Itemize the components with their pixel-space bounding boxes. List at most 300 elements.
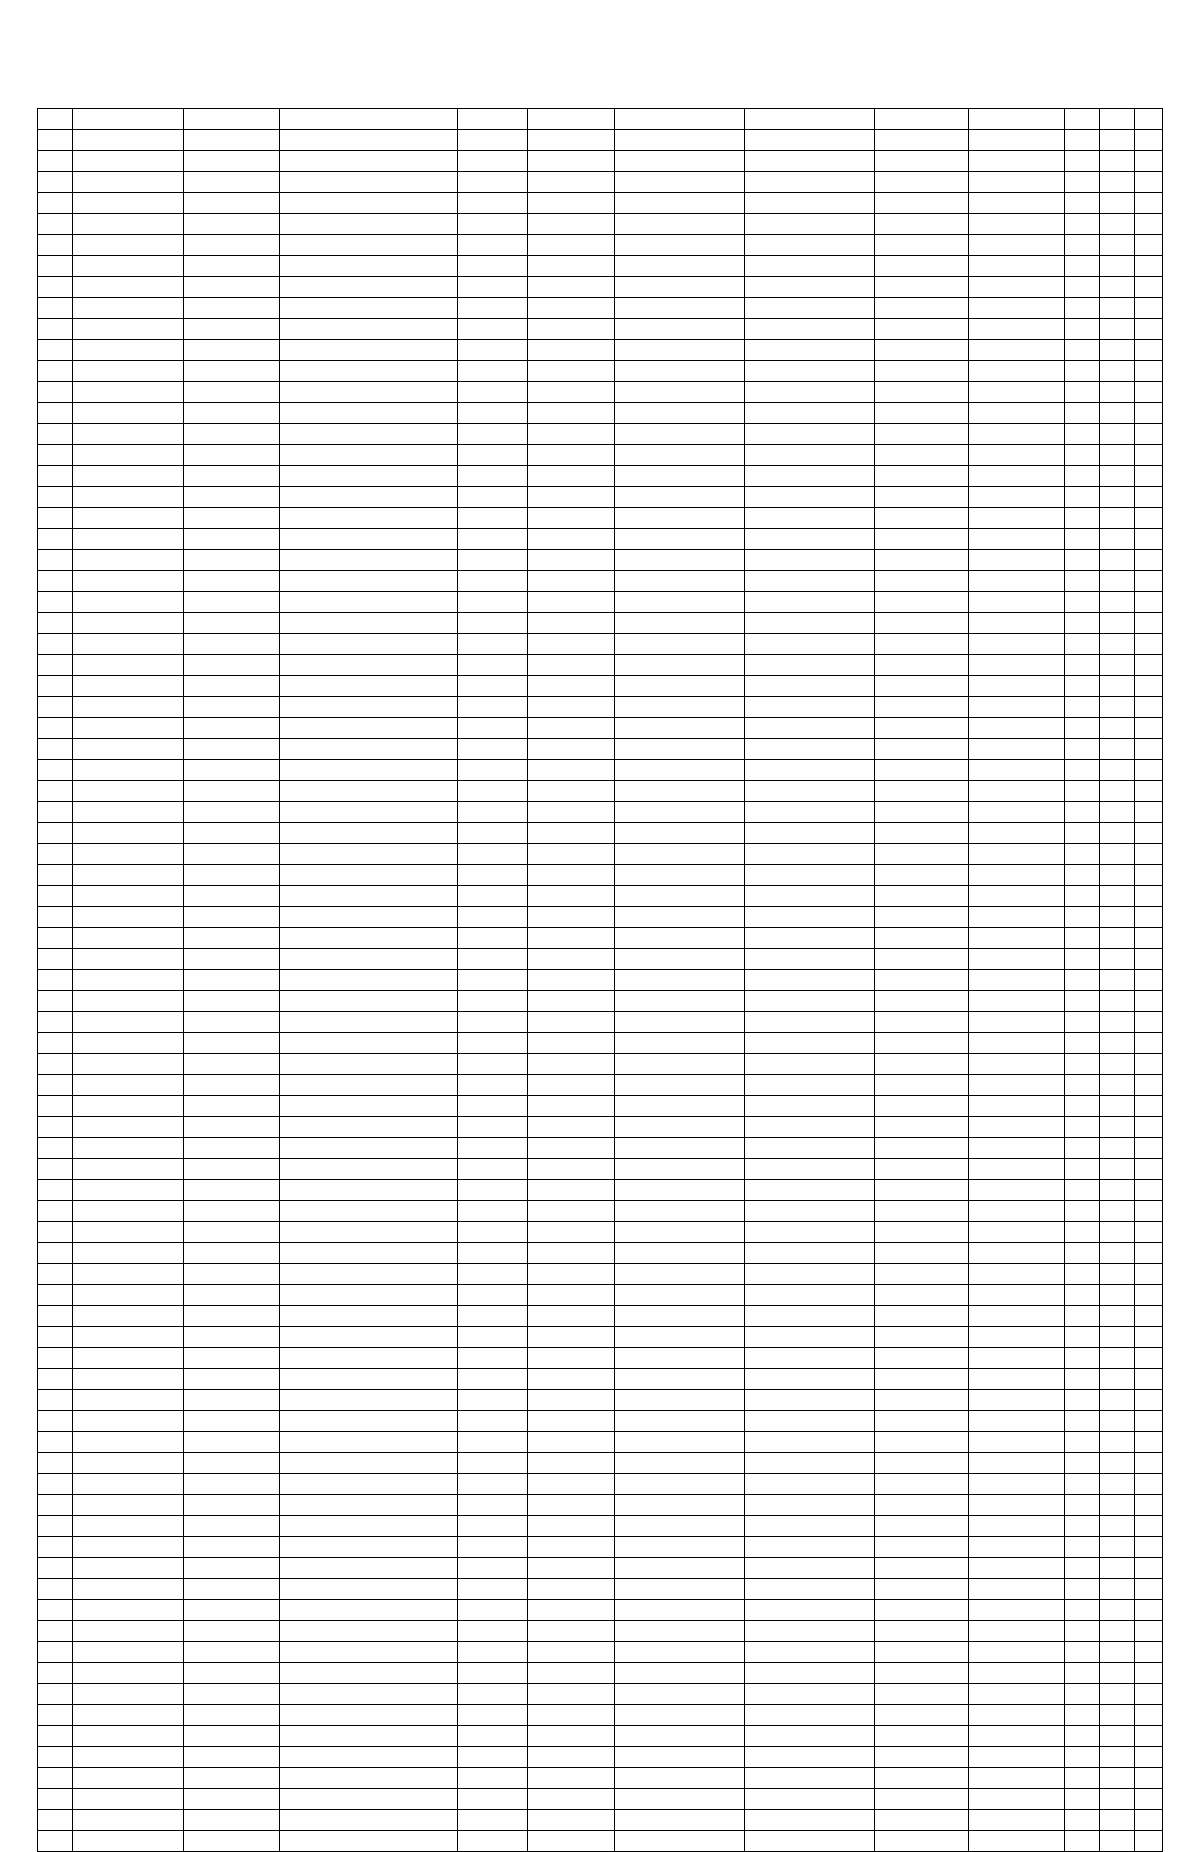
table-cell bbox=[615, 382, 745, 403]
table-cell bbox=[458, 781, 528, 802]
table-cell bbox=[1100, 1096, 1135, 1117]
table-cell bbox=[280, 1579, 458, 1600]
table-cell bbox=[38, 1159, 73, 1180]
table-cell bbox=[73, 970, 184, 991]
table-cell bbox=[615, 634, 745, 655]
table-cell bbox=[528, 109, 615, 130]
table-cell bbox=[615, 970, 745, 991]
table-cell bbox=[73, 235, 184, 256]
table-cell bbox=[875, 1264, 969, 1285]
table-cell bbox=[745, 403, 875, 424]
table-cell bbox=[615, 1432, 745, 1453]
table-cell bbox=[184, 613, 280, 634]
table-cell bbox=[745, 613, 875, 634]
table-cell bbox=[73, 1180, 184, 1201]
table-cell bbox=[73, 1033, 184, 1054]
table-cell bbox=[1100, 382, 1135, 403]
table-cell bbox=[184, 487, 280, 508]
table-cell bbox=[38, 361, 73, 382]
table-cell bbox=[615, 1516, 745, 1537]
table-cell bbox=[1065, 193, 1100, 214]
table-cell bbox=[875, 1600, 969, 1621]
table-cell bbox=[1065, 466, 1100, 487]
table-cell bbox=[528, 1390, 615, 1411]
table-cell bbox=[280, 1432, 458, 1453]
table-cell bbox=[745, 1579, 875, 1600]
table-cell bbox=[1065, 1621, 1100, 1642]
table-row bbox=[38, 1075, 1163, 1096]
table-row bbox=[38, 172, 1163, 193]
table-cell bbox=[528, 886, 615, 907]
table-cell bbox=[38, 1495, 73, 1516]
table-cell bbox=[875, 1663, 969, 1684]
table-cell bbox=[1135, 634, 1163, 655]
table-cell bbox=[458, 319, 528, 340]
table-cell bbox=[969, 193, 1065, 214]
table-cell bbox=[745, 1180, 875, 1201]
table-row bbox=[38, 1138, 1163, 1159]
table-cell bbox=[280, 1705, 458, 1726]
table-cell bbox=[38, 970, 73, 991]
table-cell bbox=[280, 1096, 458, 1117]
table-cell bbox=[280, 592, 458, 613]
table-cell bbox=[875, 529, 969, 550]
table-cell bbox=[184, 1810, 280, 1831]
table-cell bbox=[745, 1033, 875, 1054]
table-cell bbox=[528, 613, 615, 634]
table-cell bbox=[615, 298, 745, 319]
table-cell bbox=[528, 1033, 615, 1054]
table-cell bbox=[184, 1768, 280, 1789]
table-cell bbox=[38, 1348, 73, 1369]
table-cell bbox=[875, 340, 969, 361]
table-cell bbox=[1135, 613, 1163, 634]
table-cell bbox=[615, 340, 745, 361]
table-cell bbox=[615, 991, 745, 1012]
table-cell bbox=[38, 1432, 73, 1453]
table-row bbox=[38, 634, 1163, 655]
table-row bbox=[38, 424, 1163, 445]
table-cell bbox=[458, 1453, 528, 1474]
table-cell bbox=[1100, 1264, 1135, 1285]
table-cell bbox=[184, 1453, 280, 1474]
table-cell bbox=[969, 865, 1065, 886]
table-cell bbox=[969, 214, 1065, 235]
table-cell bbox=[875, 235, 969, 256]
table-cell bbox=[1065, 865, 1100, 886]
table-cell bbox=[745, 1327, 875, 1348]
table-cell bbox=[1135, 592, 1163, 613]
table-cell bbox=[528, 319, 615, 340]
table-cell bbox=[528, 781, 615, 802]
table-cell bbox=[280, 1075, 458, 1096]
table-cell bbox=[280, 1495, 458, 1516]
table-row bbox=[38, 1264, 1163, 1285]
table-row bbox=[38, 466, 1163, 487]
table-cell bbox=[615, 1474, 745, 1495]
table-cell bbox=[1100, 1453, 1135, 1474]
table-cell bbox=[1100, 1495, 1135, 1516]
table-cell bbox=[1065, 697, 1100, 718]
table-cell bbox=[38, 319, 73, 340]
table-cell bbox=[1135, 466, 1163, 487]
table-cell bbox=[528, 1348, 615, 1369]
table-cell bbox=[969, 634, 1065, 655]
table-cell bbox=[969, 802, 1065, 823]
table-cell bbox=[745, 949, 875, 970]
table-cell bbox=[528, 1159, 615, 1180]
table-cell bbox=[280, 1264, 458, 1285]
table-cell bbox=[1135, 508, 1163, 529]
table-cell bbox=[280, 1768, 458, 1789]
table-cell bbox=[73, 172, 184, 193]
table-cell bbox=[458, 613, 528, 634]
table-cell bbox=[184, 1033, 280, 1054]
table-cell bbox=[969, 655, 1065, 676]
table-cell bbox=[875, 928, 969, 949]
register-table bbox=[37, 108, 1163, 1852]
table-cell bbox=[73, 1663, 184, 1684]
table-cell bbox=[280, 676, 458, 697]
table-cell bbox=[875, 613, 969, 634]
table-cell bbox=[1065, 1600, 1100, 1621]
table-cell bbox=[73, 697, 184, 718]
table-row bbox=[38, 235, 1163, 256]
table-cell bbox=[1100, 907, 1135, 928]
table-cell bbox=[1100, 466, 1135, 487]
table-cell bbox=[458, 907, 528, 928]
table-cell bbox=[458, 1537, 528, 1558]
table-cell bbox=[458, 970, 528, 991]
table-cell bbox=[528, 634, 615, 655]
table-cell bbox=[73, 1390, 184, 1411]
table-cell bbox=[969, 928, 1065, 949]
table-cell bbox=[969, 1516, 1065, 1537]
table-cell bbox=[745, 970, 875, 991]
table-cell bbox=[969, 1201, 1065, 1222]
table-cell bbox=[1065, 613, 1100, 634]
table-cell bbox=[38, 466, 73, 487]
table-cell bbox=[38, 487, 73, 508]
table-cell bbox=[184, 718, 280, 739]
table-cell bbox=[73, 382, 184, 403]
table-cell bbox=[1100, 592, 1135, 613]
table-cell bbox=[1100, 928, 1135, 949]
table-cell bbox=[458, 1054, 528, 1075]
table-cell bbox=[1065, 949, 1100, 970]
table-cell bbox=[875, 1810, 969, 1831]
table-cell bbox=[1135, 340, 1163, 361]
table-cell bbox=[875, 1180, 969, 1201]
table-cell bbox=[38, 1390, 73, 1411]
table-cell bbox=[1135, 235, 1163, 256]
table-cell bbox=[875, 1621, 969, 1642]
table-cell bbox=[615, 445, 745, 466]
table-cell bbox=[1100, 130, 1135, 151]
table-cell bbox=[280, 151, 458, 172]
table-cell bbox=[38, 340, 73, 361]
table-cell bbox=[184, 1348, 280, 1369]
table-cell bbox=[1100, 1747, 1135, 1768]
table-cell bbox=[615, 1264, 745, 1285]
table-cell bbox=[875, 508, 969, 529]
table-cell bbox=[458, 1264, 528, 1285]
table-cell bbox=[184, 382, 280, 403]
table-cell bbox=[1065, 1243, 1100, 1264]
table-cell bbox=[745, 382, 875, 403]
table-cell bbox=[73, 1411, 184, 1432]
table-cell bbox=[528, 214, 615, 235]
table-cell bbox=[969, 319, 1065, 340]
table-cell bbox=[1135, 1726, 1163, 1747]
table-cell bbox=[458, 928, 528, 949]
table-cell bbox=[1100, 1663, 1135, 1684]
table-cell bbox=[745, 760, 875, 781]
table-row bbox=[38, 445, 1163, 466]
table-cell bbox=[528, 697, 615, 718]
table-cell bbox=[184, 130, 280, 151]
table-row bbox=[38, 1600, 1163, 1621]
table-cell bbox=[528, 844, 615, 865]
table-cell bbox=[969, 340, 1065, 361]
table-cell bbox=[745, 277, 875, 298]
table-cell bbox=[184, 1180, 280, 1201]
table-cell bbox=[528, 340, 615, 361]
table-cell bbox=[73, 1369, 184, 1390]
table-cell bbox=[458, 1495, 528, 1516]
table-cell bbox=[280, 1369, 458, 1390]
table-cell bbox=[73, 550, 184, 571]
table-cell bbox=[1100, 571, 1135, 592]
table-cell bbox=[969, 445, 1065, 466]
table-cell bbox=[969, 1642, 1065, 1663]
table-cell bbox=[969, 1537, 1065, 1558]
table-cell bbox=[875, 676, 969, 697]
table-cell bbox=[615, 235, 745, 256]
table-cell bbox=[1100, 1138, 1135, 1159]
table-cell bbox=[1100, 1537, 1135, 1558]
table-cell bbox=[1100, 1789, 1135, 1810]
table-cell bbox=[1135, 1747, 1163, 1768]
table-row bbox=[38, 1537, 1163, 1558]
table-cell bbox=[1135, 424, 1163, 445]
table-row bbox=[38, 1663, 1163, 1684]
table-cell bbox=[1100, 172, 1135, 193]
table-cell bbox=[458, 1411, 528, 1432]
table-cell bbox=[875, 949, 969, 970]
table-row bbox=[38, 1621, 1163, 1642]
table-cell bbox=[1065, 1726, 1100, 1747]
table-cell bbox=[1135, 172, 1163, 193]
table-cell bbox=[38, 1012, 73, 1033]
table-cell bbox=[458, 214, 528, 235]
table-cell bbox=[969, 529, 1065, 550]
table-cell bbox=[875, 130, 969, 151]
table-cell bbox=[73, 340, 184, 361]
table-cell bbox=[1100, 1075, 1135, 1096]
table-cell bbox=[615, 1390, 745, 1411]
table-cell bbox=[73, 634, 184, 655]
table-cell bbox=[73, 1432, 184, 1453]
table-cell bbox=[745, 508, 875, 529]
table-row bbox=[38, 1201, 1163, 1222]
table-cell bbox=[73, 1327, 184, 1348]
table-cell bbox=[528, 1453, 615, 1474]
table-cell bbox=[528, 1663, 615, 1684]
table-cell bbox=[969, 1810, 1065, 1831]
table-cell bbox=[745, 529, 875, 550]
table-cell bbox=[184, 1537, 280, 1558]
table-cell bbox=[969, 1663, 1065, 1684]
table-cell bbox=[969, 256, 1065, 277]
table-cell bbox=[745, 865, 875, 886]
table-cell bbox=[875, 655, 969, 676]
table-cell bbox=[1065, 907, 1100, 928]
table-cell bbox=[1135, 739, 1163, 760]
table-cell bbox=[615, 550, 745, 571]
table-cell bbox=[615, 1159, 745, 1180]
table-cell bbox=[38, 256, 73, 277]
table-cell bbox=[1065, 1054, 1100, 1075]
table-cell bbox=[184, 361, 280, 382]
table-cell bbox=[1135, 1012, 1163, 1033]
table-cell bbox=[1100, 1726, 1135, 1747]
table-cell bbox=[1100, 1831, 1135, 1852]
table-cell bbox=[528, 1264, 615, 1285]
table-cell bbox=[969, 1138, 1065, 1159]
table-cell bbox=[1100, 1579, 1135, 1600]
table-cell bbox=[1100, 1558, 1135, 1579]
table-cell bbox=[1100, 1810, 1135, 1831]
table-cell bbox=[615, 1138, 745, 1159]
table-cell bbox=[1135, 1621, 1163, 1642]
table-cell bbox=[528, 361, 615, 382]
table-cell bbox=[458, 1180, 528, 1201]
table-cell bbox=[745, 781, 875, 802]
table-cell bbox=[615, 781, 745, 802]
table-cell bbox=[184, 193, 280, 214]
table-cell bbox=[38, 1474, 73, 1495]
table-cell bbox=[280, 1033, 458, 1054]
table-row bbox=[38, 1705, 1163, 1726]
table-cell bbox=[184, 592, 280, 613]
table-cell bbox=[615, 424, 745, 445]
table-cell bbox=[280, 529, 458, 550]
table-cell bbox=[1135, 1033, 1163, 1054]
table-cell bbox=[38, 1222, 73, 1243]
table-cell bbox=[458, 550, 528, 571]
table-cell bbox=[38, 1810, 73, 1831]
table-cell bbox=[184, 445, 280, 466]
table-cell bbox=[184, 1138, 280, 1159]
table-cell bbox=[280, 550, 458, 571]
table-cell bbox=[38, 277, 73, 298]
table-cell bbox=[73, 676, 184, 697]
table-cell bbox=[73, 1348, 184, 1369]
table-cell bbox=[73, 1537, 184, 1558]
table-cell bbox=[1135, 130, 1163, 151]
table-cell bbox=[1135, 970, 1163, 991]
table-cell bbox=[1135, 1495, 1163, 1516]
table-cell bbox=[745, 718, 875, 739]
table-cell bbox=[280, 1726, 458, 1747]
table-cell bbox=[969, 466, 1065, 487]
table-cell bbox=[1135, 1369, 1163, 1390]
table-cell bbox=[280, 571, 458, 592]
table-cell bbox=[184, 1075, 280, 1096]
table-cell bbox=[875, 109, 969, 130]
table-cell bbox=[38, 760, 73, 781]
table-cell bbox=[280, 1621, 458, 1642]
table-cell bbox=[528, 991, 615, 1012]
table-row bbox=[38, 571, 1163, 592]
table-cell bbox=[615, 1075, 745, 1096]
table-cell bbox=[184, 1726, 280, 1747]
table-cell bbox=[875, 424, 969, 445]
table-cell bbox=[745, 1453, 875, 1474]
table-row bbox=[38, 928, 1163, 949]
table-row bbox=[38, 718, 1163, 739]
table-cell bbox=[1100, 403, 1135, 424]
table-cell bbox=[745, 1390, 875, 1411]
table-row bbox=[38, 1516, 1163, 1537]
table-cell bbox=[280, 466, 458, 487]
table-cell bbox=[969, 718, 1065, 739]
table-cell bbox=[1135, 1432, 1163, 1453]
table-cell bbox=[1100, 529, 1135, 550]
table-cell bbox=[1135, 1768, 1163, 1789]
table-cell bbox=[1065, 1369, 1100, 1390]
table-cell bbox=[875, 1768, 969, 1789]
table-cell bbox=[184, 655, 280, 676]
table-cell bbox=[458, 1747, 528, 1768]
table-cell bbox=[38, 655, 73, 676]
table-cell bbox=[73, 760, 184, 781]
table-cell bbox=[38, 571, 73, 592]
table-cell bbox=[1100, 1222, 1135, 1243]
table-cell bbox=[280, 907, 458, 928]
table-cell bbox=[1100, 1159, 1135, 1180]
table-cell bbox=[280, 298, 458, 319]
table-cell bbox=[280, 130, 458, 151]
table-cell bbox=[73, 1642, 184, 1663]
table-cell bbox=[615, 1789, 745, 1810]
table-cell bbox=[969, 823, 1065, 844]
table-cell bbox=[1135, 1810, 1163, 1831]
table-cell bbox=[615, 1684, 745, 1705]
table-cell bbox=[615, 718, 745, 739]
table-cell bbox=[528, 907, 615, 928]
table-row bbox=[38, 844, 1163, 865]
table-cell bbox=[280, 1306, 458, 1327]
table-cell bbox=[1100, 487, 1135, 508]
table-cell bbox=[969, 1705, 1065, 1726]
table-cell bbox=[875, 1726, 969, 1747]
table-cell bbox=[458, 277, 528, 298]
table-cell bbox=[73, 1453, 184, 1474]
table-cell bbox=[1065, 1012, 1100, 1033]
table-cell bbox=[969, 1327, 1065, 1348]
table-cell bbox=[1065, 109, 1100, 130]
table-cell bbox=[38, 1117, 73, 1138]
table-cell bbox=[615, 760, 745, 781]
table-cell bbox=[969, 487, 1065, 508]
table-cell bbox=[458, 403, 528, 424]
table-cell bbox=[528, 235, 615, 256]
table-cell bbox=[745, 466, 875, 487]
table-cell bbox=[875, 1537, 969, 1558]
table-cell bbox=[745, 214, 875, 235]
